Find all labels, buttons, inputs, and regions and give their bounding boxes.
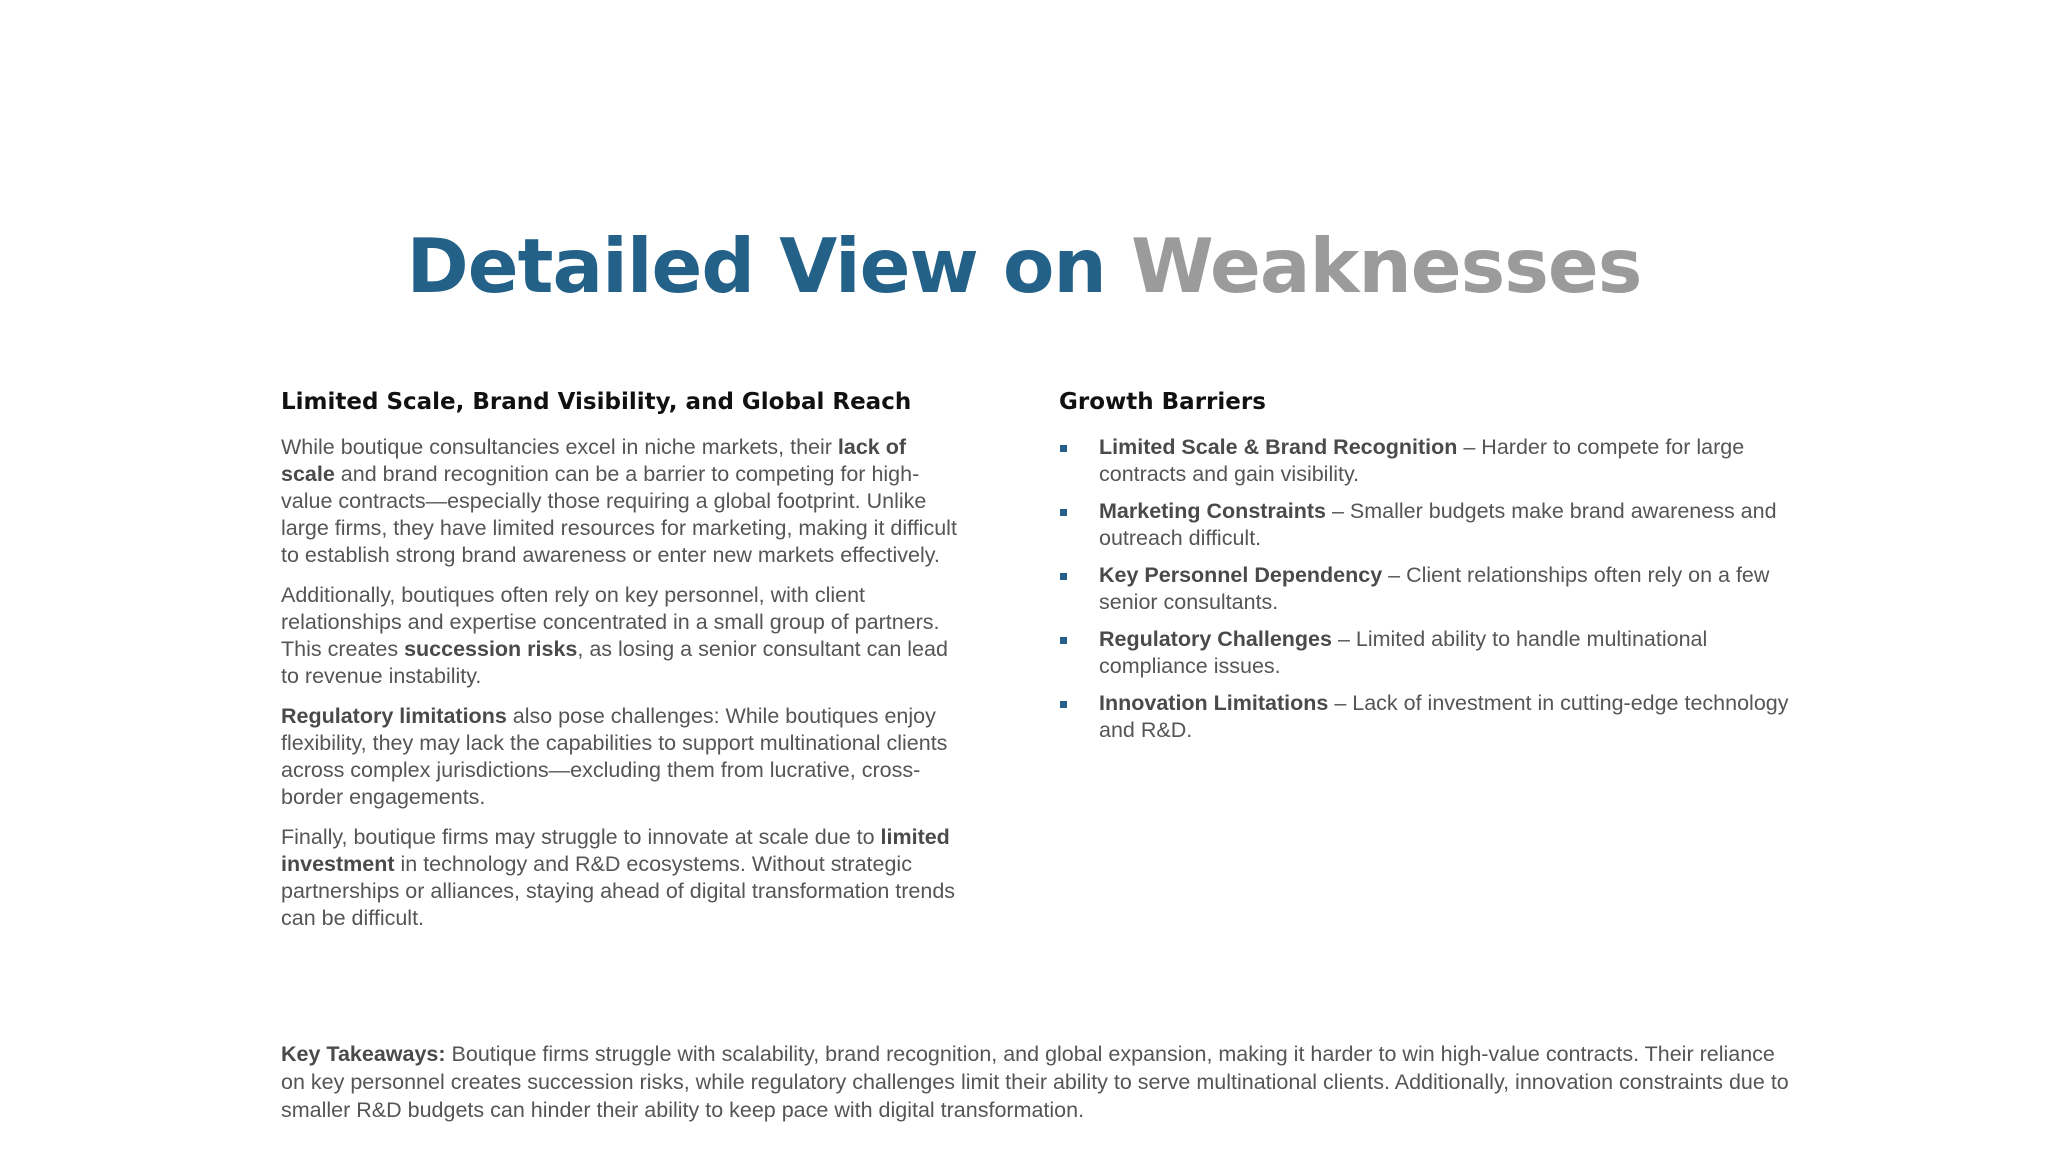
left-heading: Limited Scale, Brand Visibility, and Global Reach — [281, 389, 912, 415]
key-takeaways-text: Boutique firms struggle with scalability, brand recognition, and global expansion, making it harder to win high-value contracts. Their reliance on key personnel creates succession risks, while regulatory challenges limit their ability to serve multinational clients. Additionally, innovation constraints due to smaller R&D budgets can hinder their ability to keep pace with digital transformation. — [281, 1042, 1789, 1122]
square-bullet-icon — [1060, 509, 1067, 516]
paragraph-scale-text-2: and brand recognition can be a barrier to competing for high-value contracts—especially those requiring a global footprint. Unlike large firms, they have limited resources for marketing, making it difficult to establish strong brand awareness or enter new markets effectively. — [281, 462, 957, 567]
list-item-text: – Client relationships often rely on a few senior consultants. — [1099, 563, 1770, 614]
paragraph-innovation — [281, 824, 961, 932]
paragraph-personnel-text-1: Additionally, boutiques often rely on key personnel, with client relationships and expertise concentrated in a small group of partners. This creates — [281, 583, 940, 661]
list-item-text: – Harder to compete for large contracts and gain visibility. — [1099, 435, 1745, 486]
paragraph-scale-bold: lack of scale — [281, 435, 907, 486]
list-item-title: Regulatory Challenges — [1099, 627, 1332, 651]
paragraph-innovation-text-2: in technology and R&D ecosystems. Without strategic partnerships or alliances, staying ahead of digital transformation trends can be difficult. — [281, 852, 956, 930]
paragraph-regulatory-bold: Regulatory limitations — [281, 704, 507, 728]
list-item — [1059, 690, 1789, 744]
list-item-text: – Limited ability to handle multinational compliance issues. — [1099, 627, 1708, 678]
list-item — [1059, 626, 1789, 680]
list-item — [1059, 434, 1789, 488]
list-item — [1059, 562, 1789, 616]
list-item-text: – Smaller budgets make brand awareness and outreach difficult. — [1099, 499, 1777, 550]
paragraph-scale-text-1: While boutique consultancies excel in niche markets, their — [281, 435, 838, 459]
paragraph-personnel-bold: succession risks — [404, 637, 578, 661]
list-item-text: – Lack of investment in cutting-edge technology and R&D. — [1099, 691, 1789, 742]
paragraph-innovation-bold: limited investment — [281, 825, 950, 876]
paragraph-regulatory-text: also pose challenges: While boutiques enjoy flexibility, they may lack the capabilities to support multinational clients across complex jurisdictions—excluding them from lucrative, cross-border engagements. — [281, 704, 948, 809]
paragraph-innovation-text-1: Finally, boutique firms may struggle to innovate at scale due to — [281, 825, 881, 849]
right-heading: Growth Barriers — [1059, 389, 1266, 415]
left-column — [281, 386, 961, 945]
list-item-title: Innovation Limitations — [1099, 691, 1329, 715]
list-item-title: Key Personnel Dependency — [1099, 563, 1383, 587]
list-item-title: Marketing Constraints — [1099, 499, 1326, 523]
growth-barriers-list — [1059, 434, 1789, 744]
key-takeaways-label: Key Takeaways: — [281, 1042, 446, 1066]
square-bullet-icon — [1060, 701, 1067, 708]
right-column — [1059, 386, 1789, 754]
key-takeaways — [281, 1040, 1801, 1124]
square-bullet-icon — [1060, 445, 1067, 452]
paragraph-scale — [281, 434, 961, 569]
paragraph-regulatory — [281, 703, 961, 811]
paragraph-personnel — [281, 582, 961, 690]
square-bullet-icon — [1060, 573, 1067, 580]
title-primary: Detailed View on — [406, 222, 1106, 310]
list-item-title: Limited Scale & Brand Recognition — [1099, 435, 1458, 459]
list-item — [1059, 498, 1789, 552]
title-secondary: Weaknesses — [1130, 222, 1642, 310]
page-title — [0, 218, 2048, 314]
square-bullet-icon — [1060, 637, 1067, 644]
paragraph-personnel-text-2: , as losing a senior consultant can lead to revenue instability. — [281, 637, 948, 688]
